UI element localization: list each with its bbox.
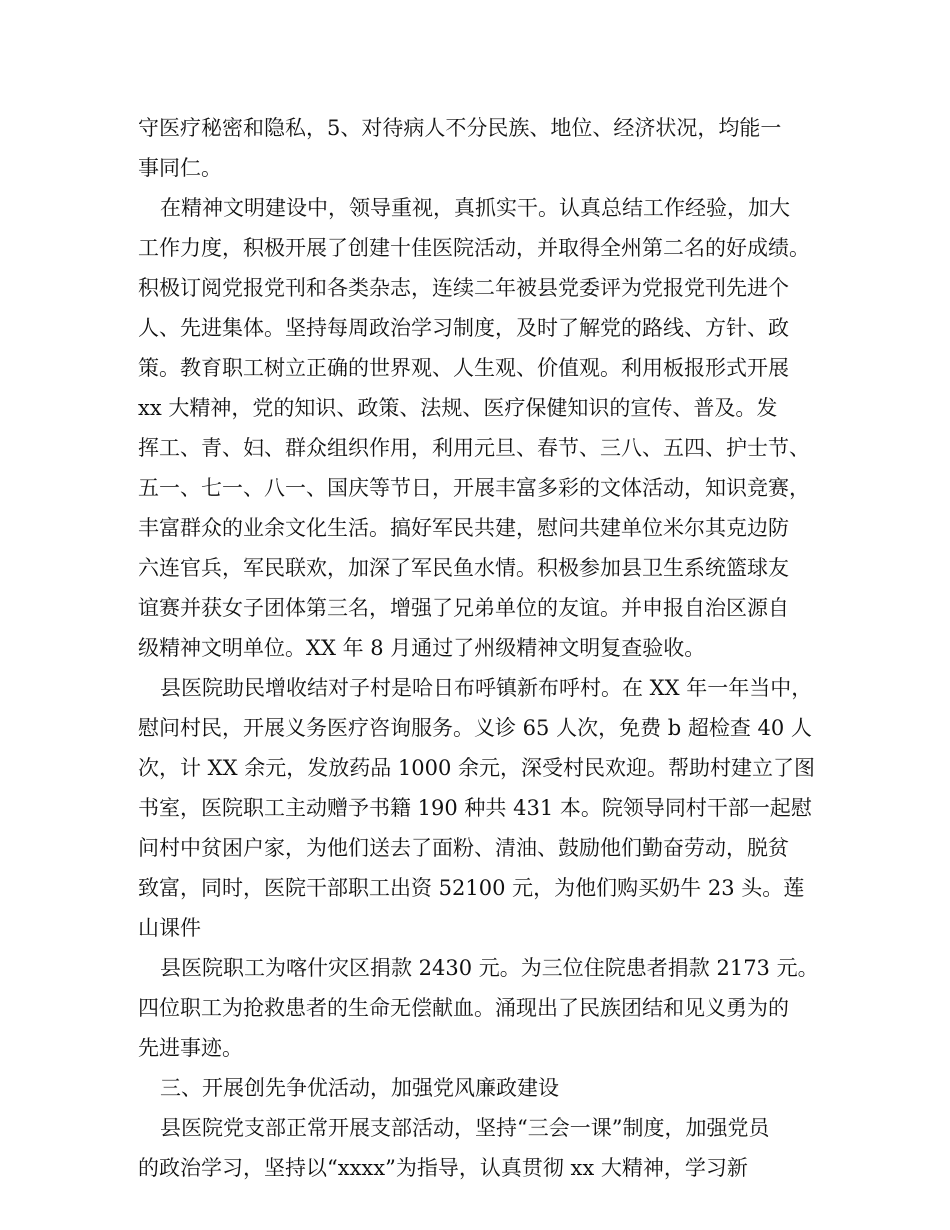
text-line: 事同仁。 xyxy=(138,156,222,180)
text-line: 次，计 XX 余元，发放药品 1000 余元，深受村民欢迎。帮助村建立了图 xyxy=(138,756,816,780)
text-line: 问村中贫困户家，为他们送去了面粉、清油、鼓励他们勤奋劳动，脱贫 xyxy=(138,836,789,860)
text-line: 丰富群众的业余文化生活。搞好军民共建，慰问共建单位米尔其克边防 xyxy=(138,516,789,540)
text-line: 慰问村民，开展义务医疗咨询服务。义诊 65 人次，免费 b 超检查 40 人 xyxy=(138,716,812,740)
text-line: 六连官兵，军民联欢，加深了军民鱼水情。积极参加县卫生系统篮球友 xyxy=(138,556,789,580)
text-line: 挥工、青、妇、群众组织作用，利用元旦、春节、三八、五四、护士节、 xyxy=(138,436,810,460)
paragraph-start-line: 在精神文明建设中，领导重视，真抓实干。认真总结工作经验，加大 xyxy=(160,196,790,220)
text-line: 谊赛并获女子团体第三名，增强了兄弟单位的友谊。并申报自治区源自 xyxy=(138,596,789,620)
paragraph-start-line: 县医院职工为喀什灾区捐款 2430 元。为三位住院患者捐款 2173 元。 xyxy=(160,956,819,980)
text-line: 四位职工为抢救患者的生命无偿献血。涌现出了民族团结和见义勇为的 xyxy=(138,996,789,1020)
section-heading: 三、开展创先争优活动，加强党风廉政建设 xyxy=(160,1076,559,1100)
text-line: 山课件 xyxy=(138,916,201,940)
paragraph-start-line: 县医院助民增收结对子村是哈日布呼镇新布呼村。在 XX 年一年当中， xyxy=(160,676,813,700)
text-line: xx 大精神，党的知识、政策、法规、医疗保健知识的宣传、普及。发 xyxy=(138,396,778,420)
text-line: 致富，同时，医院干部职工出资 52100 元，为他们购买奶牛 23 头。莲 xyxy=(138,876,805,900)
text-line: 策。教育职工树立正确的世界观、人生观、价值观。利用板报形式开展 xyxy=(138,356,789,380)
text-line: 守医疗秘密和隐私，5、对待病人不分民族、地位、经济状况，均能一 xyxy=(138,116,782,140)
text-line: 五一、七一、八一、国庆等节日，开展丰富多彩的文体活动，知识竞赛， xyxy=(138,476,810,500)
text-line: 人、先进集体。坚持每周政治学习制度，及时了解党的路线、方针、政 xyxy=(138,316,789,340)
text-line: 积极订阅党报党刊和各类杂志，连续二年被县党委评为党报党刊先进个 xyxy=(138,276,789,300)
text-line: 级精神文明单位。XX 年 8 月通过了州级精神文明复查验收。 xyxy=(138,636,706,660)
text-line: 工作力度，积极开展了创建十佳医院活动，并取得全州第二名的好成绩。 xyxy=(138,236,810,260)
text-line: 先进事迹。 xyxy=(138,1036,243,1060)
text-line: 的政治学习，坚持以“xxxx”为指导，认真贯彻 xx 大精神，学习新 xyxy=(138,1156,748,1180)
text-line: 书室，医院职工主动赠予书籍 190 种共 431 本。院领导同村干部一起慰 xyxy=(138,796,812,820)
paragraph-start-line: 县医院党支部正常开展支部活动，坚持“三会一课”制度，加强党员 xyxy=(160,1116,770,1140)
